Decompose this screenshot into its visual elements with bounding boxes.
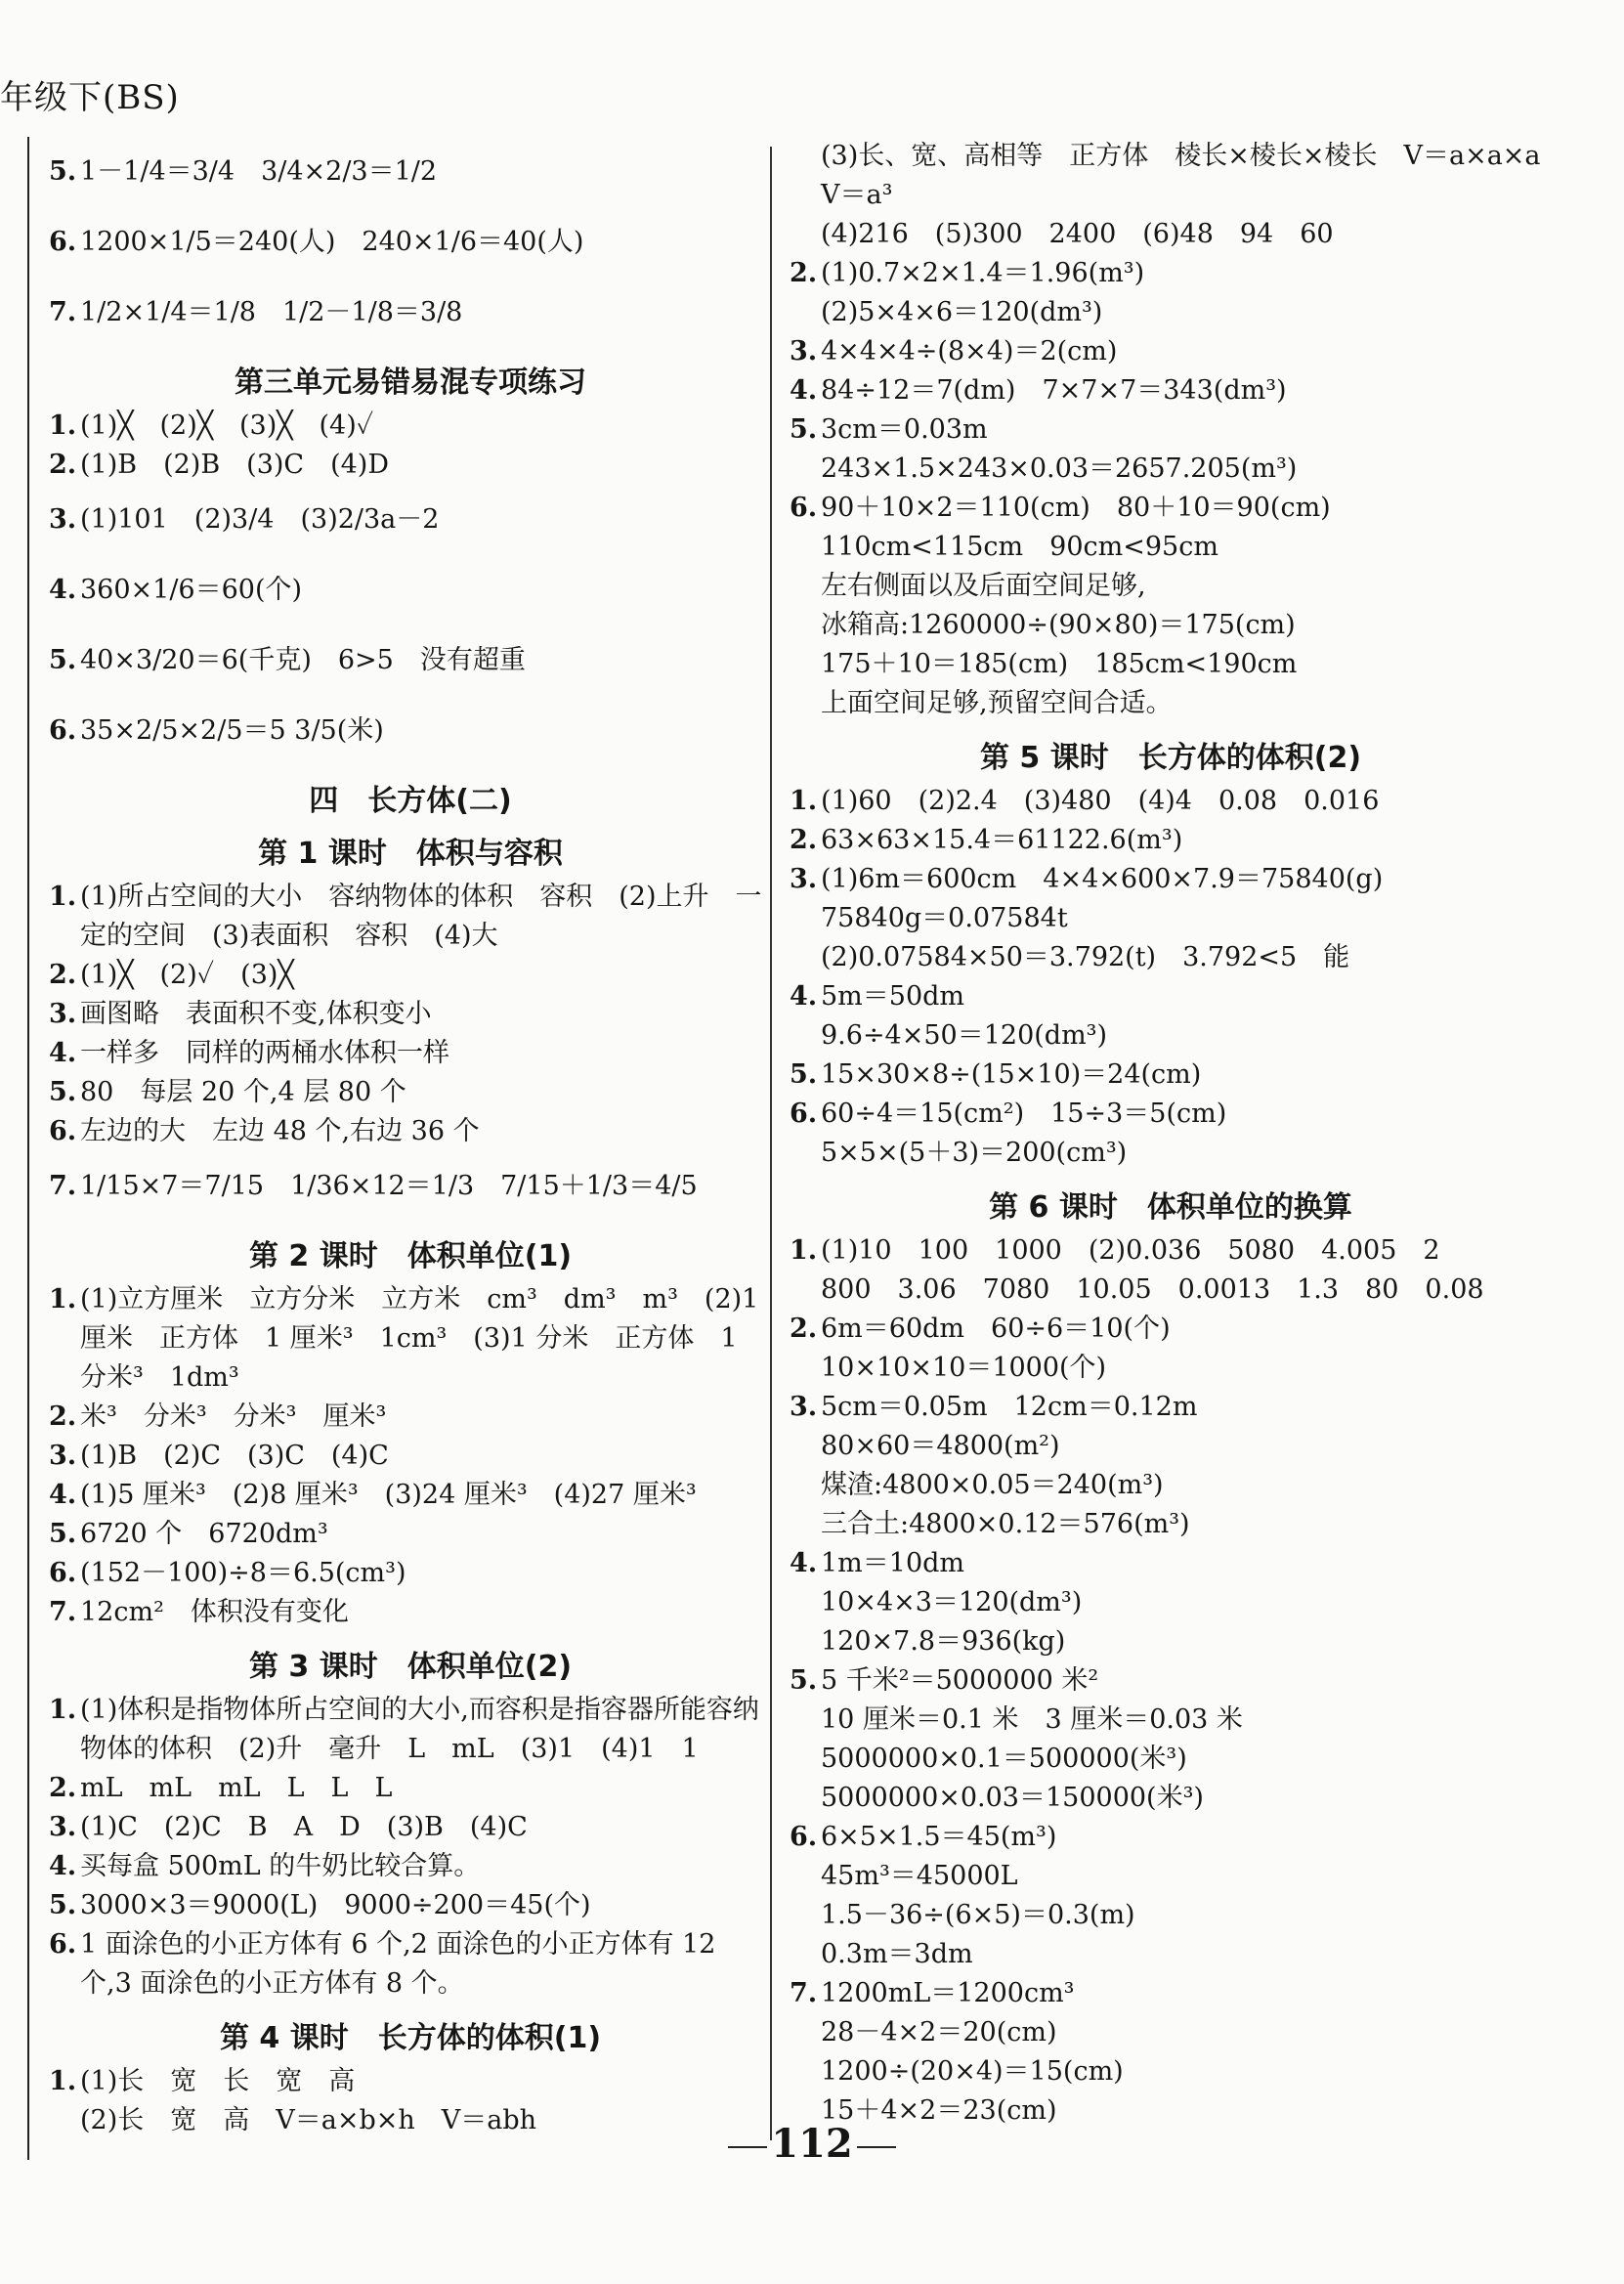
item-text: 5cm＝0.05m 12cm＝0.12m bbox=[821, 1392, 1198, 1422]
answer-item bbox=[49, 1151, 772, 1222]
answer-continuation: 120×7.8＝936(kg) bbox=[821, 1626, 1066, 1657]
item-number: 4. bbox=[790, 1548, 818, 1578]
item-number: 7. bbox=[49, 297, 77, 327]
answer-continuation: 1.5－36÷(6×5)＝0.3(m) bbox=[821, 1900, 1135, 1930]
item-number: 2. bbox=[49, 450, 77, 480]
answer-item bbox=[49, 1769, 772, 1808]
item-number: 3. bbox=[790, 1392, 818, 1422]
item-number: 2. bbox=[790, 825, 818, 855]
item-text: 3000×3＝9000(L) 9000÷200＝45(个) bbox=[80, 1890, 591, 1920]
item-text: 15×30×8÷(15×10)＝24(cm) bbox=[821, 1059, 1202, 1090]
item-number: 3. bbox=[49, 1812, 77, 1842]
answer-item bbox=[49, 956, 772, 995]
item-number: 6. bbox=[790, 1099, 818, 1129]
item-text: (1)60 (2)2.4 (3)480 (4)4 0.08 0.016 bbox=[821, 786, 1380, 816]
item-text: 5m＝50dm bbox=[821, 981, 965, 1012]
answer-item bbox=[790, 332, 1552, 371]
answer-item bbox=[49, 1476, 772, 1515]
answer-continuation: 煤渣:4800×0.05＝240(m³) bbox=[821, 1470, 1164, 1500]
column-divider bbox=[770, 147, 772, 2140]
answer-item bbox=[790, 410, 1552, 450]
item-number: 7. bbox=[49, 1171, 77, 1201]
item-number: 4. bbox=[49, 575, 77, 605]
item-text: 1/2×1/4＝1/8 1/2－1/8＝3/8 bbox=[80, 297, 463, 327]
answer-continuation: 75840g＝0.07584t bbox=[821, 903, 1068, 933]
item-text: 左边的大 左边 48 个,右边 36 个 bbox=[80, 1116, 480, 1146]
item-number: 6. bbox=[49, 1929, 77, 1960]
item-number: 5. bbox=[49, 1519, 77, 1549]
answer-item bbox=[49, 2062, 772, 2101]
item-number: 1. bbox=[49, 1284, 77, 1314]
answer-item bbox=[49, 1112, 772, 1151]
item-text: 60÷4＝15(cm²) 15÷3＝5(cm) bbox=[821, 1099, 1227, 1129]
answer-continuation: (2)0.07584×50＝3.792(t) 3.792<5 能 bbox=[821, 942, 1350, 972]
item-text: 4×4×4÷(8×4)＝2(cm) bbox=[821, 336, 1118, 366]
item-number: 7. bbox=[49, 1597, 77, 1627]
item-text: (152－100)÷8＝6.5(cm³) bbox=[80, 1558, 406, 1588]
item-text: 1 面涂色的小正方体有 6 个,2 面涂色的小正方体有 12 个,3 面涂色的小正方体有 8 个。 bbox=[80, 1929, 716, 1999]
item-text: 5 千米²＝5000000 米² bbox=[821, 1665, 1099, 1696]
answer-item bbox=[790, 1095, 1552, 1134]
answer-item bbox=[49, 1691, 772, 1769]
answer-continuation: 冰箱高:1260000÷(90×80)＝175(cm) bbox=[821, 610, 1296, 640]
item-text: 40×3/20＝6(千克) 6>5 没有超重 bbox=[80, 645, 526, 675]
item-number: 2. bbox=[49, 960, 77, 990]
answer-item bbox=[49, 1398, 772, 1437]
item-text: 米³ 分米³ 分米³ 厘米³ bbox=[80, 1401, 387, 1432]
item-text: (1)10 100 1000 (2)0.036 5080 4.005 2 bbox=[821, 1235, 1440, 1266]
answer-item bbox=[49, 1437, 772, 1476]
item-text: 1200mL＝1200cm³ bbox=[821, 1978, 1075, 2008]
answer-item bbox=[49, 1280, 772, 1398]
item-number: 2. bbox=[790, 1314, 818, 1344]
item-number: 4. bbox=[790, 375, 818, 406]
answer-item bbox=[49, 1593, 772, 1632]
answer-item bbox=[49, 485, 772, 555]
item-number: 1. bbox=[49, 410, 77, 441]
answer-continuation: 28－4×2＝20(cm) bbox=[821, 2017, 1057, 2047]
answer-continuation: 0.3m＝3dm bbox=[821, 1939, 973, 1969]
item-text: (1)所占空间的大小 容纳物体的体积 容积 (2)上升 一定的空间 (3)表面积 容积 (4)大 bbox=[80, 882, 762, 951]
item-number: 5. bbox=[49, 645, 77, 675]
answer-item bbox=[49, 1886, 772, 1925]
item-text: 12cm² 体积没有变化 bbox=[80, 1597, 349, 1627]
item-number: 3. bbox=[790, 336, 818, 366]
item-text: 35×2/5×2/5＝5 3/5(米) bbox=[80, 715, 384, 746]
item-number: 3. bbox=[49, 999, 77, 1029]
item-text: (1)╳ (2)╳ (3)╳ (4)✓ bbox=[80, 410, 374, 441]
item-text: mL mL mL L L L bbox=[80, 1773, 393, 1803]
answer-item bbox=[790, 1974, 1552, 2013]
answer-item bbox=[49, 278, 772, 348]
answer-continuation: 5×5×(5＋3)＝200(cm³) bbox=[821, 1138, 1128, 1168]
dash-right bbox=[857, 2146, 896, 2148]
item-number: 2. bbox=[790, 258, 818, 288]
answer-item bbox=[790, 1056, 1552, 1095]
answer-continuation: 243×1.5×243×0.03＝2657.205(m³) bbox=[821, 453, 1298, 484]
answer-continuation: (2)5×4×6＝120(dm³) bbox=[821, 297, 1103, 327]
answer-continuation: 三合土:4800×0.12＝576(m³) bbox=[821, 1509, 1190, 1539]
section-heading: 第 5 课时 长方体的体积(2) bbox=[979, 741, 1362, 775]
item-number: 4. bbox=[790, 981, 818, 1012]
item-text: (1)101 (2)3/4 (3)2/3a－2 bbox=[80, 504, 440, 535]
section-heading: 第三单元易错易混专项练习 bbox=[235, 366, 586, 400]
page-number: 112 bbox=[771, 2121, 853, 2167]
answer-continuation: 1200÷(20×4)＝15(cm) bbox=[821, 2056, 1124, 2087]
answer-item bbox=[49, 446, 772, 485]
item-text: 1－1/4＝3/4 3/4×2/3＝1/2 bbox=[80, 156, 438, 187]
answer-item bbox=[49, 878, 772, 956]
section-heading: 第 3 课时 体积单位(2) bbox=[248, 1650, 573, 1684]
item-text: 84÷12＝7(dm) 7×7×7＝343(dm³) bbox=[821, 375, 1287, 406]
section-heading: 第 2 课时 体积单位(1) bbox=[248, 1239, 573, 1273]
item-number: 1. bbox=[790, 1235, 818, 1266]
answer-continuation: 5000000×0.1＝500000(米³) bbox=[821, 1744, 1187, 1774]
answer-item bbox=[790, 1388, 1552, 1427]
item-text: (1)╳ (2)✓ (3)╳ bbox=[80, 960, 294, 990]
answer-continuation: 10×4×3＝120(dm³) bbox=[821, 1587, 1083, 1617]
answer-continuation: (2)长 宽 高 V＝a×b×h V＝abh bbox=[80, 2105, 537, 2135]
answer-item bbox=[49, 1554, 772, 1593]
item-text: (1)C (2)C B A D (3)B (4)C bbox=[80, 1812, 528, 1842]
answer-continuation: 9.6÷4×50＝120(dm³) bbox=[821, 1020, 1108, 1051]
item-number: 3. bbox=[790, 864, 818, 894]
item-number: 2. bbox=[49, 1401, 77, 1432]
answer-item bbox=[49, 1034, 772, 1073]
answer-continuation: 左右侧面以及后面空间足够, bbox=[821, 571, 1146, 601]
answer-item bbox=[49, 1515, 772, 1554]
item-number: 4. bbox=[49, 1851, 77, 1881]
answer-continuation: 15＋4×2＝23(cm) bbox=[821, 2095, 1057, 2126]
answer-continuation: 110cm<115cm 90cm<95cm bbox=[821, 532, 1218, 562]
item-text: (1)长 宽 长 宽 高 bbox=[80, 2066, 356, 2096]
item-text: 3cm＝0.03m bbox=[821, 414, 988, 445]
item-number: 1. bbox=[49, 1695, 77, 1725]
answer-item bbox=[790, 1544, 1552, 1583]
answer-item bbox=[49, 555, 772, 625]
item-number: 1. bbox=[49, 2066, 77, 2096]
item-number: 1. bbox=[790, 786, 818, 816]
answer-continuation: 80×60＝4800(m²) bbox=[821, 1431, 1060, 1461]
page-header: 年级下(BS) bbox=[0, 78, 180, 117]
item-text: 画图略 表面积不变,体积变小 bbox=[80, 999, 432, 1029]
answer-continuation: 800 3.06 7080 10.05 0.0013 1.3 80 0.08 bbox=[821, 1274, 1484, 1305]
answer-item bbox=[790, 821, 1552, 860]
item-text: (1)5 厘米³ (2)8 厘米³ (3)24 厘米³ (4)27 厘米³ bbox=[80, 1480, 697, 1510]
item-text: (1)立方厘米 立方分米 立方米 cm³ dm³ m³ (2)1 厘米 正方体 1 厘米³ 1cm³ (3)1 分米 正方体 1 分米³ 1dm³ bbox=[80, 1284, 759, 1393]
right-column bbox=[790, 137, 1567, 2131]
section-heading: 第 1 课时 体积与容积 bbox=[258, 837, 563, 871]
section-heading: 第 4 课时 长方体的体积(1) bbox=[219, 2021, 602, 2055]
answer-item bbox=[49, 625, 772, 696]
item-text: (1)B (2)C (3)C (4)C bbox=[80, 1441, 389, 1471]
item-number: 4. bbox=[49, 1480, 77, 1510]
item-text: 1200×1/5＝240(人) 240×1/6＝40(人) bbox=[80, 227, 584, 257]
answer-item bbox=[790, 1231, 1552, 1271]
item-number: 5. bbox=[790, 414, 818, 445]
answer-item bbox=[49, 137, 772, 207]
answer-item bbox=[790, 254, 1552, 293]
answer-item bbox=[49, 1925, 772, 2004]
answer-item bbox=[49, 1073, 772, 1112]
section-heading: 四 长方体(二) bbox=[309, 784, 512, 818]
answer-item bbox=[49, 995, 772, 1034]
item-number: 4. bbox=[49, 1038, 77, 1068]
item-number: 5. bbox=[790, 1665, 818, 1696]
item-text: 6×5×1.5＝45(m³) bbox=[821, 1822, 1057, 1852]
answer-item bbox=[790, 860, 1552, 899]
item-number: 5. bbox=[49, 156, 77, 187]
answer-item bbox=[790, 1310, 1552, 1349]
item-number: 5. bbox=[790, 1059, 818, 1090]
item-text: (1)0.7×2×1.4＝1.96(m³) bbox=[821, 258, 1145, 288]
item-text: 63×63×15.4＝61122.6(m³) bbox=[821, 825, 1183, 855]
item-text: 6720 个 6720dm³ bbox=[80, 1519, 328, 1549]
item-text: 1/15×7＝7/15 1/36×12＝1/3 7/15＋1/3＝4/5 bbox=[80, 1171, 698, 1201]
item-number: 3. bbox=[49, 504, 77, 535]
answer-continuation: 175＋10＝185(cm) 185cm<190cm bbox=[821, 649, 1298, 679]
item-number: 5. bbox=[49, 1077, 77, 1107]
page-footer bbox=[0, 2121, 1624, 2167]
answer-item bbox=[790, 977, 1552, 1016]
item-number: 1. bbox=[49, 882, 77, 912]
item-text: 90＋10×2＝110(cm) 80＋10＝90(cm) bbox=[821, 493, 1331, 523]
item-number: 5. bbox=[49, 1890, 77, 1920]
item-text: 1m＝10dm bbox=[821, 1548, 965, 1578]
left-column bbox=[27, 137, 772, 2160]
dash-left bbox=[728, 2146, 767, 2148]
answer-continuation: 上面空间足够,预留空间合适。 bbox=[821, 688, 1173, 718]
answer-item bbox=[49, 696, 772, 766]
answer-continuation: 10 厘米＝0.1 米 3 厘米＝0.03 米 bbox=[821, 1704, 1243, 1735]
item-number: 3. bbox=[49, 1441, 77, 1471]
item-text: 360×1/6＝60(个) bbox=[80, 575, 303, 605]
item-number: 6. bbox=[49, 227, 77, 257]
answer-item bbox=[790, 1818, 1552, 1857]
answer-item bbox=[790, 489, 1552, 528]
item-number: 6. bbox=[49, 715, 77, 746]
item-number: 7. bbox=[790, 1978, 818, 2008]
item-text: (1)6m＝600cm 4×4×600×7.9＝75840(g) bbox=[821, 864, 1384, 894]
answer-item bbox=[49, 207, 772, 278]
answer-continuation: (4)216 (5)300 2400 (6)48 94 60 bbox=[821, 219, 1334, 249]
item-number: 6. bbox=[49, 1558, 77, 1588]
item-text: 一样多 同样的两桶水体积一样 bbox=[80, 1038, 449, 1068]
item-number: 2. bbox=[49, 1773, 77, 1803]
answer-continuation: (3)长、宽、高相等 正方体 棱长×棱长×棱长 V＝a×a×a V＝a³ bbox=[821, 141, 1567, 210]
answer-item bbox=[49, 1847, 772, 1886]
section-heading: 第 6 课时 体积单位的换算 bbox=[989, 1190, 1352, 1225]
answer-item bbox=[790, 782, 1552, 821]
item-text: 6m＝60dm 60÷6＝10(个) bbox=[821, 1314, 1171, 1344]
item-text: (1)B (2)B (3)C (4)D bbox=[80, 450, 389, 480]
item-number: 6. bbox=[790, 493, 818, 523]
answer-item bbox=[790, 1661, 1552, 1701]
answer-continuation: 10×10×10＝1000(个) bbox=[821, 1353, 1107, 1383]
answer-continuation: 5000000×0.03＝150000(米³) bbox=[821, 1783, 1204, 1813]
answer-item bbox=[49, 1808, 772, 1847]
item-number: 6. bbox=[49, 1116, 77, 1146]
answer-continuation: 45m³＝45000L bbox=[821, 1861, 1018, 1891]
answer-item bbox=[790, 371, 1552, 410]
answer-item bbox=[49, 407, 772, 446]
item-number: 6. bbox=[790, 1822, 818, 1852]
item-text: (1)体积是指物体所占空间的大小,而容积是指容器所能容纳物体的体积 (2)升 毫升 L mL (3)1 (4)1 1 bbox=[80, 1695, 759, 1764]
item-text: 80 每层 20 个,4 层 80 个 bbox=[80, 1077, 406, 1107]
item-text: 买每盒 500mL 的牛奶比较合算。 bbox=[80, 1851, 481, 1881]
